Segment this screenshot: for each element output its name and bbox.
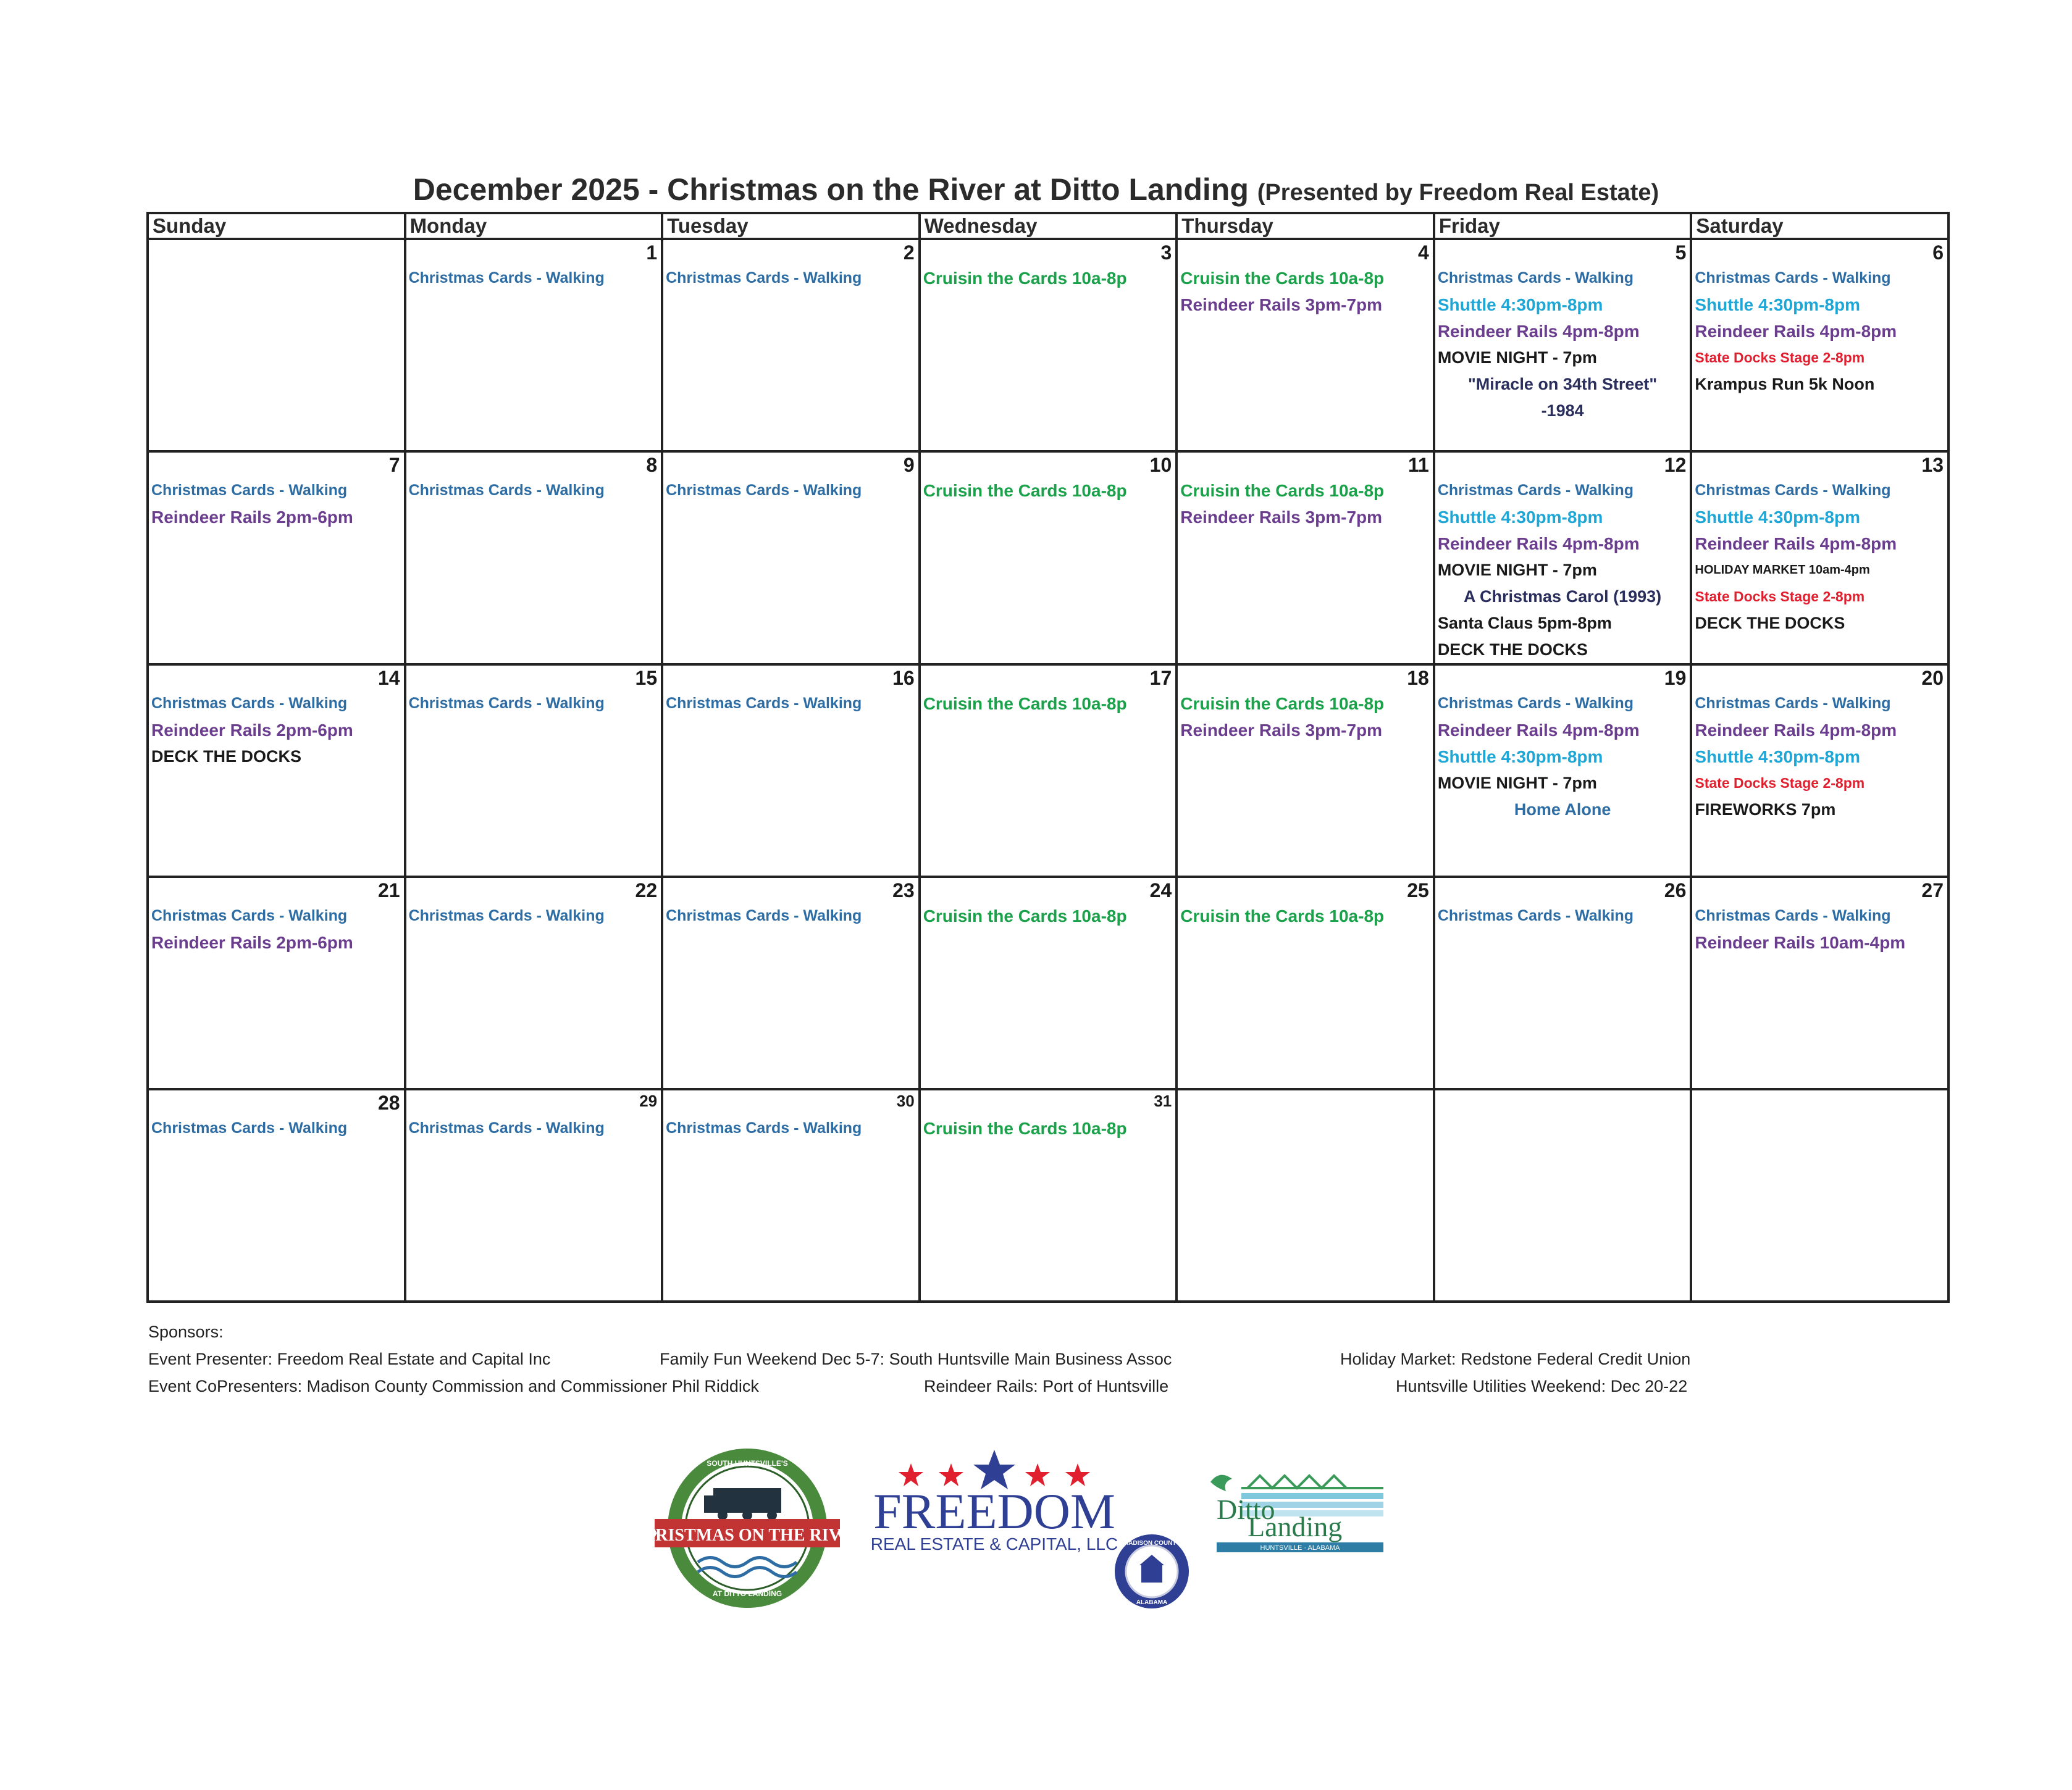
day-number: 13 [1921, 454, 1944, 476]
calendar-event: Reindeer Rails 2pm-6pm [151, 933, 353, 952]
title-main: December 2025 - Christmas on the River at Ditto Landing [413, 172, 1249, 207]
day-events [406, 477, 661, 504]
day-number: 15 [635, 667, 658, 689]
calendar-day-cell [405, 1089, 663, 1302]
calendar-event: MOVIE NIGHT - 7pm [1437, 561, 1597, 579]
day-number: 4 [1418, 241, 1429, 264]
calendar-day-cell [920, 664, 1177, 877]
day-events [406, 903, 661, 929]
sponsor-copresenters: Event CoPresenters: Madison County Commission and Commissioner Phil Riddick [148, 1377, 759, 1395]
day-number [1435, 1090, 1690, 1115]
day-events [1178, 477, 1433, 530]
day-events [921, 477, 1176, 504]
calendar-day-cell [148, 877, 405, 1089]
calendar-event: Shuttle 4:30pm-8pm [1695, 295, 1860, 314]
calendar-day-cell [1691, 1089, 1948, 1302]
calendar-day-cell [662, 877, 920, 1089]
calendar-day-cell [920, 877, 1177, 1089]
calendar-event: Christmas Cards - Walking [408, 269, 605, 286]
calendar-event: Reindeer Rails 2pm-6pm [151, 721, 353, 740]
calendar-grid [146, 212, 1950, 1303]
calendar-event: Cruisin the Cards 10a-8p [1180, 906, 1385, 926]
title-sub: (Presented by Freedom Real Estate) [1257, 180, 1659, 206]
weekday-header-tuesday: Tuesday [662, 213, 920, 239]
calendar-day-cell [662, 239, 920, 451]
calendar-day-cell [148, 451, 405, 664]
day-number: 2 [903, 241, 915, 264]
calendar-event: "Miracle on 34th Street" [1467, 375, 1658, 393]
calendar-event: Christmas Cards - Walking [408, 907, 605, 924]
day-number: 14 [377, 667, 400, 689]
day-events [149, 477, 404, 530]
day-number [149, 240, 404, 265]
weekday-header-row [148, 213, 1948, 239]
logo-banner-text: CHRISTMAS ON THE RIVER [629, 1526, 865, 1545]
day-number: 17 [1149, 667, 1172, 689]
calendar-day-cell [662, 451, 920, 664]
calendar-event: Shuttle 4:30pm-8pm [1437, 747, 1603, 766]
day-events [1692, 690, 1947, 823]
weekday-header-saturday: Saturday [1691, 213, 1948, 239]
sponsor-family-fun: Family Fun Weekend Dec 5-7: South Huntsville Main Business Assoc [660, 1350, 1172, 1368]
calendar-event: DECK THE DOCKS [1437, 640, 1588, 659]
day-events [921, 903, 1176, 929]
day-number: 8 [646, 454, 658, 476]
calendar-event: Reindeer Rails 4pm-8pm [1437, 322, 1640, 341]
day-number: 28 [377, 1092, 400, 1114]
calendar-event: Christmas Cards - Walking [666, 269, 862, 286]
ditto-sub: HUNTSVILLE · ALABAMA [1260, 1544, 1340, 1552]
ditto-name-1: Ditto [1217, 1494, 1275, 1525]
day-events [1435, 903, 1690, 929]
calendar-event: -1984 [1541, 401, 1584, 420]
ditto-name-2: Landing [1248, 1511, 1343, 1542]
calendar-day-cell [148, 239, 405, 451]
logo-bottom-text: AT DITTO LANDING [712, 1589, 782, 1598]
calendar-event: Cruisin the Cards 10a-8p [1180, 694, 1385, 713]
weekday-header-thursday: Thursday [1177, 213, 1434, 239]
calendar-week-row [148, 877, 1948, 1089]
day-number: 23 [892, 879, 915, 901]
day-number: 31 [1154, 1092, 1172, 1110]
calendar-event: Christmas Cards - Walking [666, 907, 862, 924]
day-events [149, 690, 404, 770]
calendar-day-cell [920, 1089, 1177, 1302]
calendar-event: Shuttle 4:30pm-8pm [1437, 295, 1603, 314]
calendar-day-cell [1434, 239, 1692, 451]
calendar-event: Cruisin the Cards 10a-8p [1180, 269, 1385, 288]
sponsor-utilities: Huntsville Utilities Weekend: Dec 20-22 [1396, 1377, 1688, 1395]
calendar-week-row [148, 1089, 1948, 1302]
seal-top-text: MADISON COUNTY [1123, 1540, 1181, 1547]
calendar-event: Christmas Cards - Walking [1437, 695, 1634, 712]
day-events [1435, 265, 1690, 424]
calendar-event: Santa Claus 5pm-8pm [1437, 614, 1612, 632]
day-events [663, 265, 918, 291]
day-events [1692, 903, 1947, 956]
calendar-day-cell [1434, 1089, 1692, 1302]
calendar-day-cell [405, 877, 663, 1089]
calendar-event: Reindeer Rails 4pm-8pm [1695, 721, 1897, 740]
calendar-day-cell [1177, 239, 1434, 451]
day-events [1435, 690, 1690, 823]
day-events [663, 690, 918, 717]
calendar-day-cell [148, 1089, 405, 1302]
christmas-on-the-river-logo [629, 1451, 865, 1605]
calendar-event: Reindeer Rails 4pm-8pm [1695, 322, 1897, 341]
day-number: 16 [892, 667, 915, 689]
day-number: 25 [1407, 879, 1429, 901]
day-events [149, 903, 404, 956]
calendar-event: FIREWORKS 7pm [1695, 800, 1836, 819]
seal-bottom-text: ALABAMA [1136, 1599, 1168, 1606]
calendar-day-cell [405, 664, 663, 877]
calendar-event: MOVIE NIGHT - 7pm [1437, 348, 1597, 367]
calendar-event: Christmas Cards - Walking [1695, 269, 1891, 286]
day-number: 5 [1675, 241, 1687, 264]
day-events [1178, 690, 1433, 743]
calendar-event: Cruisin the Cards 10a-8p [923, 694, 1127, 713]
day-events [1178, 265, 1433, 318]
calendar-event: Shuttle 4:30pm-8pm [1437, 508, 1603, 527]
calendar-event: Reindeer Rails 3pm-7pm [1180, 295, 1383, 314]
calendar-event: Christmas Cards - Walking [408, 482, 605, 499]
sponsor-reindeer-rails: Reindeer Rails: Port of Huntsville [924, 1377, 1169, 1395]
calendar-day-cell [1177, 1089, 1434, 1302]
calendar-event: Reindeer Rails 4pm-8pm [1437, 534, 1640, 553]
day-number: 6 [1932, 241, 1944, 264]
calendar-event: A Christmas Carol (1993) [1464, 587, 1662, 606]
logo-top-text: SOUTH HUNTSVILLE'S [707, 1459, 788, 1468]
calendar-event: State Docks Stage 2-8pm [1695, 588, 1865, 604]
calendar-event: Christmas Cards - Walking [1437, 482, 1634, 499]
calendar-event: Christmas Cards - Walking [666, 1119, 862, 1137]
calendar-day-cell [920, 451, 1177, 664]
freedom-name: FREEDOM [873, 1483, 1115, 1539]
calendar-event: Cruisin the Cards 10a-8p [923, 481, 1127, 500]
calendar-event: Cruisin the Cards 10a-8p [923, 269, 1127, 288]
calendar-event: Christmas Cards - Walking [151, 907, 348, 924]
day-number: 29 [639, 1092, 658, 1110]
calendar-event: Christmas Cards - Walking [408, 1119, 605, 1137]
calendar-event: DECK THE DOCKS [1695, 614, 1845, 632]
calendar-week-row [148, 451, 1948, 664]
day-events [149, 1115, 404, 1142]
calendar-event: Home Alone [1514, 800, 1611, 819]
calendar-event: Christmas Cards - Walking [1437, 907, 1634, 924]
calendar-day-cell [1691, 239, 1948, 451]
madison-county-seal [1112, 1531, 1192, 1612]
calendar-day-cell [148, 664, 405, 877]
sponsors-heading: Sponsors: [148, 1323, 224, 1341]
day-number: 18 [1407, 667, 1429, 689]
calendar-day-cell [1177, 664, 1434, 877]
day-events [1435, 477, 1690, 663]
calendar-event: Reindeer Rails 4pm-8pm [1695, 534, 1897, 553]
sponsors-section [148, 1323, 1939, 1404]
calendar-event: Christmas Cards - Walking [408, 695, 605, 712]
weekday-header-monday: Monday [405, 213, 663, 239]
day-events [663, 1115, 918, 1142]
calendar-day-cell [1434, 877, 1692, 1089]
day-number: 22 [635, 879, 658, 901]
day-number: 10 [1149, 454, 1172, 476]
calendar-event: Reindeer Rails 2pm-6pm [151, 508, 353, 527]
day-number: 7 [388, 454, 400, 476]
calendar-event: Reindeer Rails 10am-4pm [1695, 933, 1906, 952]
day-events [1692, 477, 1947, 637]
weekday-header-sunday: Sunday [148, 213, 405, 239]
day-number: 21 [377, 879, 400, 901]
calendar-event: Krampus Run 5k Noon [1695, 375, 1875, 393]
calendar-day-cell [1691, 451, 1948, 664]
sponsor-logos [0, 1439, 2072, 1624]
calendar-event: Reindeer Rails 4pm-8pm [1437, 721, 1640, 740]
calendar-event: Reindeer Rails 3pm-7pm [1180, 508, 1383, 527]
day-events [406, 1115, 661, 1142]
calendar-day-cell [1434, 664, 1692, 877]
calendar-day-cell [1434, 451, 1692, 664]
day-number: 12 [1664, 454, 1687, 476]
page-title [0, 172, 2072, 207]
day-number: 11 [1407, 454, 1429, 476]
calendar-event: Cruisin the Cards 10a-8p [923, 906, 1127, 926]
day-number: 19 [1664, 667, 1687, 689]
day-events [921, 690, 1176, 717]
day-events [406, 690, 661, 717]
calendar-event: State Docks Stage 2-8pm [1695, 775, 1865, 791]
day-events [663, 477, 918, 504]
calendar-event: DECK THE DOCKS [151, 747, 302, 766]
calendar-event: Reindeer Rails 3pm-7pm [1180, 721, 1383, 740]
calendar-event: Christmas Cards - Walking [151, 482, 348, 499]
day-events [921, 265, 1176, 291]
calendar-day-cell [1691, 877, 1948, 1089]
calendar-event: Christmas Cards - Walking [666, 695, 862, 712]
calendar-event: Christmas Cards - Walking [1437, 269, 1634, 286]
calendar-body [148, 239, 1948, 1302]
day-events [406, 265, 661, 291]
calendar-event: Christmas Cards - Walking [1695, 907, 1891, 924]
calendar-day-cell [405, 239, 663, 451]
freedom-logo [858, 1445, 1130, 1562]
calendar-event: Cruisin the Cards 10a-8p [923, 1119, 1127, 1138]
day-number: 3 [1160, 241, 1172, 264]
sponsor-holiday-market: Holiday Market: Redstone Federal Credit Union [1340, 1350, 1691, 1368]
calendar-event: MOVIE NIGHT - 7pm [1437, 774, 1597, 792]
day-number: 20 [1921, 667, 1944, 689]
calendar-event: Shuttle 4:30pm-8pm [1695, 508, 1860, 527]
calendar-day-cell [1177, 451, 1434, 664]
calendar-event: Christmas Cards - Walking [666, 482, 862, 499]
day-number: 26 [1664, 879, 1687, 901]
calendar-event: Christmas Cards - Walking [151, 695, 348, 712]
calendar-event: HOLIDAY MARKET 10am-4pm [1695, 563, 1870, 577]
calendar-day-cell [920, 239, 1177, 451]
freedom-sub: REAL ESTATE & CAPITAL, LLC [870, 1534, 1118, 1554]
ditto-landing-logo [1204, 1463, 1390, 1556]
calendar-week-row [148, 664, 1948, 877]
calendar-day-cell [405, 451, 663, 664]
day-number: 9 [903, 454, 915, 476]
weekday-header-friday: Friday [1434, 213, 1692, 239]
day-number [1692, 1090, 1947, 1115]
calendar-week-row [148, 239, 1948, 451]
day-events [1178, 903, 1433, 929]
calendar-day-cell [1691, 664, 1948, 877]
weekday-header-wednesday: Wednesday [920, 213, 1177, 239]
day-events [921, 1115, 1176, 1142]
day-number: 1 [646, 241, 658, 264]
calendar-event: State Docks Stage 2-8pm [1695, 349, 1865, 366]
day-number: 27 [1921, 879, 1944, 901]
calendar-event: Christmas Cards - Walking [1695, 695, 1891, 712]
calendar-event: Christmas Cards - Walking [151, 1119, 348, 1137]
calendar-day-cell [662, 664, 920, 877]
calendar-event: Shuttle 4:30pm-8pm [1695, 747, 1860, 766]
day-number [1178, 1090, 1433, 1115]
calendar-day-cell [1177, 877, 1434, 1089]
day-number: 24 [1149, 879, 1172, 901]
day-events [663, 903, 918, 929]
sponsor-presenter: Event Presenter: Freedom Real Estate and Capital Inc [148, 1350, 551, 1368]
calendar-event: Christmas Cards - Walking [1695, 482, 1891, 499]
calendar-event: Cruisin the Cards 10a-8p [1180, 481, 1385, 500]
day-number: 30 [896, 1092, 915, 1110]
day-events [1692, 265, 1947, 398]
calendar-day-cell [662, 1089, 920, 1302]
